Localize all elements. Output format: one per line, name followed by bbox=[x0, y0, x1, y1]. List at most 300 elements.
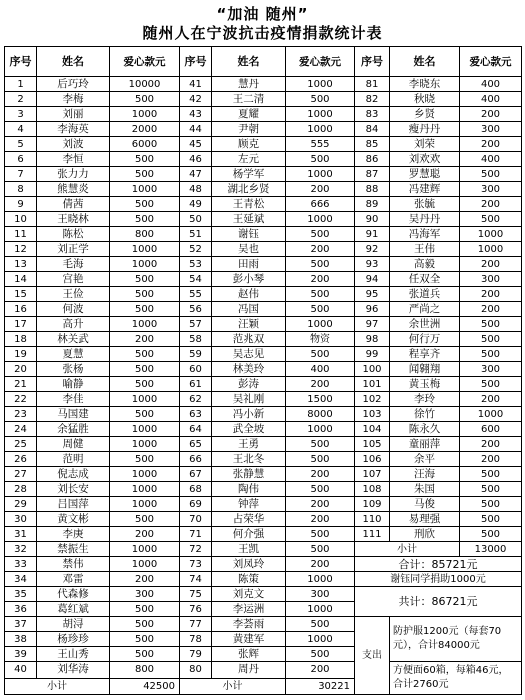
cell-name: 李运洲 bbox=[212, 602, 286, 617]
cell-amount: 300 bbox=[460, 122, 522, 137]
cell-amount: 500 bbox=[460, 497, 522, 512]
cell-amount: 200 bbox=[110, 527, 180, 542]
cell-no: 57 bbox=[180, 317, 212, 332]
cell-amount: 200 bbox=[460, 302, 522, 317]
cell-name: 杨珍珍 bbox=[37, 632, 110, 647]
cell-name: 陈策 bbox=[212, 572, 286, 587]
cell-no: 63 bbox=[180, 407, 212, 422]
header-no: 序号 bbox=[5, 47, 37, 77]
cell-name: 张杨 bbox=[37, 362, 110, 377]
cell-amount: 200 bbox=[460, 137, 522, 152]
cell-no: 107 bbox=[355, 467, 390, 482]
cell-no: 90 bbox=[355, 212, 390, 227]
cell-name: 慧丹 bbox=[212, 77, 286, 92]
cell-no: 70 bbox=[180, 512, 212, 527]
cell-amount: 1000 bbox=[286, 212, 355, 227]
cell-name: 汪海 bbox=[390, 467, 460, 482]
cell-amount: 500 bbox=[286, 542, 355, 557]
cell-no: 105 bbox=[355, 437, 390, 452]
cell-amount: 1000 bbox=[110, 467, 180, 482]
table-row bbox=[5, 302, 522, 317]
cell-no: 10 bbox=[5, 212, 37, 227]
table-row bbox=[5, 512, 522, 527]
cell-amount: 800 bbox=[110, 662, 180, 679]
cell-amount: 400 bbox=[460, 92, 522, 107]
cell-name: 李梅 bbox=[37, 92, 110, 107]
cell-amount: 200 bbox=[460, 392, 522, 407]
grand-total: 共计：86721元 bbox=[355, 587, 522, 617]
cell-amount: 1000 bbox=[110, 482, 180, 497]
cell-no: 110 bbox=[355, 512, 390, 527]
cell-amount: 300 bbox=[110, 587, 180, 602]
table-row bbox=[5, 287, 522, 302]
table-row bbox=[5, 497, 522, 512]
table-row bbox=[5, 212, 522, 227]
cell-no: 8 bbox=[5, 182, 37, 197]
cell-amount: 1000 bbox=[110, 182, 180, 197]
cell-no: 16 bbox=[5, 302, 37, 317]
cell-name: 刑欣 bbox=[390, 527, 460, 542]
header-amount: 爱心款元 bbox=[286, 47, 355, 77]
cell-no: 24 bbox=[5, 422, 37, 437]
cell-amount: 500 bbox=[460, 377, 522, 392]
cell-no: 84 bbox=[355, 122, 390, 137]
cell-amount: 300 bbox=[460, 182, 522, 197]
table-row bbox=[5, 482, 522, 497]
cell-name: 刘荣 bbox=[390, 137, 460, 152]
table-row bbox=[5, 227, 522, 242]
cell-no: 91 bbox=[355, 227, 390, 242]
cell-no: 44 bbox=[180, 122, 212, 137]
cell-amount: 1000 bbox=[110, 107, 180, 122]
header-no: 序号 bbox=[355, 47, 390, 77]
cell-no: 13 bbox=[5, 257, 37, 272]
cell-amount: 500 bbox=[460, 317, 522, 332]
cell-no: 55 bbox=[180, 287, 212, 302]
total-cash: 合计：85721元 bbox=[355, 557, 522, 572]
table-row bbox=[5, 392, 522, 407]
cell-name: 夏慧 bbox=[37, 347, 110, 362]
cell-name: 周健 bbox=[37, 437, 110, 452]
cell-amount: 500 bbox=[110, 647, 180, 662]
cell-amount: 500 bbox=[460, 467, 522, 482]
table-row bbox=[5, 542, 522, 557]
cell-name: 刘丽 bbox=[37, 107, 110, 122]
cell-name: 刘长安 bbox=[37, 482, 110, 497]
cell-amount: 200 bbox=[460, 107, 522, 122]
cell-no: 30 bbox=[5, 512, 37, 527]
cell-name: 乡贤 bbox=[390, 107, 460, 122]
cell-name: 李庚 bbox=[37, 527, 110, 542]
cell-no: 69 bbox=[180, 497, 212, 512]
table-row bbox=[5, 152, 522, 167]
cell-no: 52 bbox=[180, 242, 212, 257]
table-row bbox=[5, 167, 522, 182]
cell-name: 徐竹 bbox=[390, 407, 460, 422]
cell-amount: 500 bbox=[110, 377, 180, 392]
cell-name: 钟萍 bbox=[212, 497, 286, 512]
cell-no: 58 bbox=[180, 332, 212, 347]
cell-amount: 555 bbox=[286, 137, 355, 152]
colleague-donation: 谢钰同学捐助1000元 bbox=[355, 572, 522, 587]
cell-name: 吴也 bbox=[212, 242, 286, 257]
cell-no: 45 bbox=[180, 137, 212, 152]
cell-amount: 800 bbox=[110, 227, 180, 242]
cell-amount: 500 bbox=[110, 512, 180, 527]
cell-no: 17 bbox=[5, 317, 37, 332]
cell-no: 48 bbox=[180, 182, 212, 197]
cell-no: 75 bbox=[180, 587, 212, 602]
cell-amount: 500 bbox=[460, 167, 522, 182]
expense-label: 支出 bbox=[355, 617, 390, 695]
cell-no: 83 bbox=[355, 107, 390, 122]
cell-no: 111 bbox=[355, 527, 390, 542]
cell-name: 熊慧炎 bbox=[37, 182, 110, 197]
cell-no: 102 bbox=[355, 392, 390, 407]
cell-amount: 200 bbox=[286, 242, 355, 257]
cell-name: 武全坡 bbox=[212, 422, 286, 437]
cell-no: 42 bbox=[180, 92, 212, 107]
cell-name: 杨学军 bbox=[212, 167, 286, 182]
cell-amount: 600 bbox=[460, 422, 522, 437]
cell-name: 夏耀 bbox=[212, 107, 286, 122]
cell-amount: 400 bbox=[460, 152, 522, 167]
cell-no: 61 bbox=[180, 377, 212, 392]
table-row bbox=[5, 587, 522, 602]
cell-name: 吴丹丹 bbox=[390, 212, 460, 227]
cell-amount: 1000 bbox=[286, 122, 355, 137]
cell-no: 9 bbox=[5, 197, 37, 212]
cell-no: 92 bbox=[355, 242, 390, 257]
cell-no: 104 bbox=[355, 422, 390, 437]
cell-no: 103 bbox=[355, 407, 390, 422]
cell-name: 王二清 bbox=[212, 92, 286, 107]
expense-protective-suits: 防护服1200元（每套70元），合计84000元 bbox=[390, 617, 522, 662]
cell-name: 瘦丹丹 bbox=[390, 122, 460, 137]
subtotal-label-3: 小计 bbox=[355, 542, 460, 557]
cell-amount: 500 bbox=[460, 332, 522, 347]
cell-no: 71 bbox=[180, 527, 212, 542]
cell-amount: 500 bbox=[110, 632, 180, 647]
cell-amount: 1000 bbox=[286, 422, 355, 437]
cell-no: 95 bbox=[355, 287, 390, 302]
cell-amount: 200 bbox=[286, 557, 355, 572]
cell-amount: 300 bbox=[460, 362, 522, 377]
cell-name: 张静慧 bbox=[212, 467, 286, 482]
cell-amount: 200 bbox=[286, 377, 355, 392]
cell-amount: 1000 bbox=[286, 632, 355, 647]
cell-amount: 500 bbox=[110, 212, 180, 227]
cell-amount: 200 bbox=[110, 572, 180, 587]
header-amount: 爱心款元 bbox=[110, 47, 180, 77]
cell-name: 禁振生 bbox=[37, 542, 110, 557]
cell-name: 余猛胜 bbox=[37, 422, 110, 437]
header-no: 序号 bbox=[180, 47, 212, 77]
cell-name: 冯建辉 bbox=[390, 182, 460, 197]
cell-name: 吴志见 bbox=[212, 347, 286, 362]
cell-name: 刘欢欢 bbox=[390, 152, 460, 167]
cell-amount: 200 bbox=[286, 497, 355, 512]
cell-no: 108 bbox=[355, 482, 390, 497]
cell-amount: 500 bbox=[286, 617, 355, 632]
cell-name: 罗慧聪 bbox=[390, 167, 460, 182]
cell-amount: 1000 bbox=[110, 317, 180, 332]
cell-amount: 666 bbox=[286, 197, 355, 212]
cell-amount: 500 bbox=[286, 257, 355, 272]
cell-name: 李海英 bbox=[37, 122, 110, 137]
cell-no: 54 bbox=[180, 272, 212, 287]
cell-name: 喻静 bbox=[37, 377, 110, 392]
cell-amount: 1500 bbox=[286, 392, 355, 407]
cell-no: 47 bbox=[180, 167, 212, 182]
cell-name: 占荣华 bbox=[212, 512, 286, 527]
cell-amount: 1000 bbox=[110, 257, 180, 272]
cell-amount: 1000 bbox=[286, 107, 355, 122]
cell-name: 谢钰 bbox=[212, 227, 286, 242]
table-row bbox=[5, 527, 522, 542]
subtotal-value-3: 13000 bbox=[460, 542, 522, 557]
subtotal-label: 小计 bbox=[180, 678, 286, 695]
cell-name: 王勇 bbox=[212, 437, 286, 452]
cell-amount: 200 bbox=[286, 272, 355, 287]
cell-name: 陶伟 bbox=[212, 482, 286, 497]
cell-no: 3 bbox=[5, 107, 37, 122]
cell-name: 张辉 bbox=[212, 647, 286, 662]
cell-name: 李晓东 bbox=[390, 77, 460, 92]
cell-name: 陈松 bbox=[37, 227, 110, 242]
cell-amount: 500 bbox=[286, 227, 355, 242]
cell-amount: 1000 bbox=[286, 167, 355, 182]
cell-amount: 1000 bbox=[286, 602, 355, 617]
cell-amount: 500 bbox=[460, 212, 522, 227]
cell-no: 80 bbox=[180, 662, 212, 679]
cell-amount: 2000 bbox=[110, 122, 180, 137]
cell-name: 程享齐 bbox=[390, 347, 460, 362]
cell-name: 秋晓 bbox=[390, 92, 460, 107]
cell-amount: 200 bbox=[286, 182, 355, 197]
cell-no: 14 bbox=[5, 272, 37, 287]
cell-name: 王晓林 bbox=[37, 212, 110, 227]
cell-no: 31 bbox=[5, 527, 37, 542]
cell-no: 97 bbox=[355, 317, 390, 332]
cell-no: 86 bbox=[355, 152, 390, 167]
cell-no: 106 bbox=[355, 452, 390, 467]
cell-amount: 1000 bbox=[460, 407, 522, 422]
cell-name: 陈永久 bbox=[390, 422, 460, 437]
cell-name: 王凯 bbox=[212, 542, 286, 557]
table-row bbox=[5, 272, 522, 287]
cell-name: 王山秀 bbox=[37, 647, 110, 662]
cell-amount: 500 bbox=[286, 287, 355, 302]
cell-amount: 500 bbox=[460, 527, 522, 542]
cell-no: 51 bbox=[180, 227, 212, 242]
cell-amount: 300 bbox=[460, 272, 522, 287]
cell-name: 马俊 bbox=[390, 497, 460, 512]
cell-amount: 500 bbox=[460, 347, 522, 362]
cell-amount: 500 bbox=[286, 452, 355, 467]
cell-no: 6 bbox=[5, 152, 37, 167]
cell-no: 29 bbox=[5, 497, 37, 512]
header-name: 姓名 bbox=[390, 47, 460, 77]
cell-name: 王俭 bbox=[37, 287, 110, 302]
cell-name: 闻翱翔 bbox=[390, 362, 460, 377]
cell-no: 38 bbox=[5, 632, 37, 647]
cell-name: 邓雷 bbox=[37, 572, 110, 587]
cell-name: 高升 bbox=[37, 317, 110, 332]
cell-name: 何介强 bbox=[212, 527, 286, 542]
cell-amount: 500 bbox=[286, 92, 355, 107]
cell-amount: 1000 bbox=[110, 392, 180, 407]
cell-no: 78 bbox=[180, 632, 212, 647]
cell-name: 胡浔 bbox=[37, 617, 110, 632]
cell-name: 张道兵 bbox=[390, 287, 460, 302]
cell-amount: 1000 bbox=[110, 557, 180, 572]
cell-name: 宫艳 bbox=[37, 272, 110, 287]
cell-amount: 1000 bbox=[110, 422, 180, 437]
cell-name: 后巧玲 bbox=[37, 77, 110, 92]
cell-name: 王青松 bbox=[212, 197, 286, 212]
cell-amount: 500 bbox=[286, 482, 355, 497]
cell-no: 40 bbox=[5, 662, 37, 679]
cell-name: 任双全 bbox=[390, 272, 460, 287]
cell-name: 吕国萍 bbox=[37, 497, 110, 512]
cell-no: 65 bbox=[180, 437, 212, 452]
cell-amount: 200 bbox=[110, 332, 180, 347]
cell-no: 85 bbox=[355, 137, 390, 152]
cell-no: 79 bbox=[180, 647, 212, 662]
cell-no: 67 bbox=[180, 467, 212, 482]
cell-amount: 200 bbox=[460, 197, 522, 212]
cell-amount: 500 bbox=[286, 302, 355, 317]
cell-amount: 500 bbox=[110, 617, 180, 632]
cell-no: 82 bbox=[355, 92, 390, 107]
cell-no: 72 bbox=[180, 542, 212, 557]
cell-name: 严尚之 bbox=[390, 302, 460, 317]
cell-amount: 200 bbox=[460, 257, 522, 272]
cell-name: 黄玉梅 bbox=[390, 377, 460, 392]
cell-amount: 500 bbox=[110, 362, 180, 377]
cell-no: 32 bbox=[5, 542, 37, 557]
cell-no: 98 bbox=[355, 332, 390, 347]
cell-no: 109 bbox=[355, 497, 390, 512]
table-row bbox=[5, 452, 522, 467]
cell-name: 林关武 bbox=[37, 332, 110, 347]
table-row bbox=[5, 197, 522, 212]
cell-name: 马国建 bbox=[37, 407, 110, 422]
cell-name: 黄文彬 bbox=[37, 512, 110, 527]
cell-name: 何波 bbox=[37, 302, 110, 317]
cell-amount: 500 bbox=[460, 512, 522, 527]
cell-name: 湖北乡贤 bbox=[212, 182, 286, 197]
cell-no: 56 bbox=[180, 302, 212, 317]
cell-name: 田雨 bbox=[212, 257, 286, 272]
cell-name: 何行万 bbox=[390, 332, 460, 347]
table-row bbox=[5, 137, 522, 152]
cell-amount: 500 bbox=[286, 152, 355, 167]
cell-no: 12 bbox=[5, 242, 37, 257]
table-row bbox=[5, 362, 522, 377]
table-row bbox=[5, 242, 522, 257]
cell-no: 19 bbox=[5, 347, 37, 362]
table-row bbox=[5, 257, 522, 272]
cell-name: 李佳 bbox=[37, 392, 110, 407]
cell-no: 4 bbox=[5, 122, 37, 137]
cell-amount: 1000 bbox=[110, 437, 180, 452]
cell-amount: 500 bbox=[286, 527, 355, 542]
cell-amount: 物资 bbox=[286, 332, 355, 347]
cell-name: 王延斌 bbox=[212, 212, 286, 227]
cell-amount: 1000 bbox=[110, 542, 180, 557]
table-row bbox=[5, 317, 522, 332]
cell-no: 74 bbox=[180, 572, 212, 587]
cell-no: 26 bbox=[5, 452, 37, 467]
cell-no: 101 bbox=[355, 377, 390, 392]
cell-name: 彭小琴 bbox=[212, 272, 286, 287]
table-row bbox=[5, 437, 522, 452]
cell-amount: 1000 bbox=[110, 497, 180, 512]
cell-name: 葛红斌 bbox=[37, 602, 110, 617]
cell-amount: 8000 bbox=[286, 407, 355, 422]
cell-no: 50 bbox=[180, 212, 212, 227]
cell-name: 冯小新 bbox=[212, 407, 286, 422]
cell-amount: 200 bbox=[286, 467, 355, 482]
cell-no: 27 bbox=[5, 467, 37, 482]
cell-no: 25 bbox=[5, 437, 37, 452]
subtotal-label: 小计 bbox=[5, 678, 110, 695]
cell-amount: 1000 bbox=[286, 572, 355, 587]
cell-amount: 500 bbox=[110, 407, 180, 422]
header-name: 姓名 bbox=[212, 47, 286, 77]
expense-instant-noodles: 方便面60箱，每箱46元，合计2760元 bbox=[390, 662, 522, 695]
table-row bbox=[5, 92, 522, 107]
table-row bbox=[5, 572, 522, 587]
cell-no: 76 bbox=[180, 602, 212, 617]
cell-amount: 500 bbox=[110, 152, 180, 167]
subtotal-value: 42500 bbox=[110, 678, 180, 695]
cell-amount: 1000 bbox=[286, 317, 355, 332]
title-line-2: 随州人在宁波抗击疫情捐款统计表 bbox=[142, 24, 383, 42]
title-line-1: “加油 随州” bbox=[216, 5, 309, 23]
cell-name: 彭涛 bbox=[212, 377, 286, 392]
cell-name: 余平 bbox=[390, 452, 460, 467]
cell-amount: 500 bbox=[110, 347, 180, 362]
cell-name: 刘波 bbox=[37, 137, 110, 152]
cell-amount: 500 bbox=[110, 287, 180, 302]
cell-name: 倩茜 bbox=[37, 197, 110, 212]
cell-no: 34 bbox=[5, 572, 37, 587]
cell-no: 60 bbox=[180, 362, 212, 377]
cell-no: 21 bbox=[5, 377, 37, 392]
cell-name: 张毓 bbox=[390, 197, 460, 212]
cell-no: 59 bbox=[180, 347, 212, 362]
cell-name: 朱国 bbox=[390, 482, 460, 497]
cell-no: 66 bbox=[180, 452, 212, 467]
cell-name: 汪颖 bbox=[212, 317, 286, 332]
cell-name: 王伟 bbox=[390, 242, 460, 257]
cell-name: 禁伟 bbox=[37, 557, 110, 572]
cell-no: 96 bbox=[355, 302, 390, 317]
cell-no: 88 bbox=[355, 182, 390, 197]
cell-no: 18 bbox=[5, 332, 37, 347]
cell-name: 吴礼刚 bbox=[212, 392, 286, 407]
cell-no: 94 bbox=[355, 272, 390, 287]
cell-name: 冯海军 bbox=[390, 227, 460, 242]
cell-no: 77 bbox=[180, 617, 212, 632]
cell-no: 15 bbox=[5, 287, 37, 302]
cell-amount: 200 bbox=[286, 512, 355, 527]
cell-no: 53 bbox=[180, 257, 212, 272]
cell-no: 99 bbox=[355, 347, 390, 362]
